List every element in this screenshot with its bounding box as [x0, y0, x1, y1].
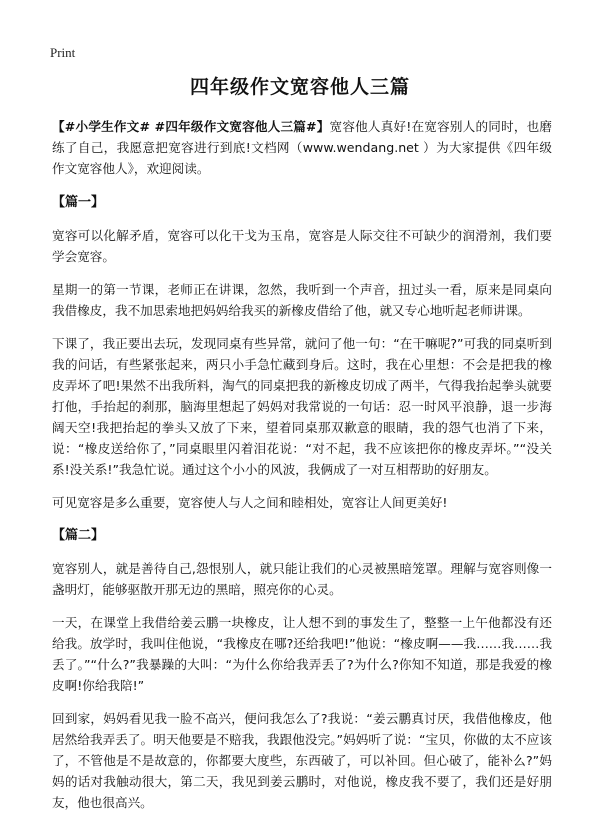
document-body [52, 116, 552, 825]
print-label[interactable]: Print [50, 45, 76, 60]
section-1 [52, 192, 552, 513]
section-2 [52, 525, 552, 813]
section-heading: 【篇二】 [52, 528, 105, 543]
section-paragraph: 回到家，妈妈看见我一脸不高兴，便问我怎么了?我说：“姜云鹏真讨厌，我借他橡皮，他居然给我弄丢了。明天他要是不赔我，我跟他没完。”妈妈听了说：“宝贝，你做的太不应该了，不管他是不是故意的，你都要大度些，东西破了，可以补回。但心破了，能补么?”妈妈的话对我触动很大，第二天，我见到姜云鹏时，对他说，橡皮我不要了，我们还是好朋友，他也很高兴。 [52, 711, 552, 810]
section-heading: 【篇一】 [52, 195, 105, 210]
section-paragraph: 宽容别人，就是善待自己,怨恨别人，就只能让我们的心灵被黑暗笼罩。理解与宽容则像一盏明灯，能够驱散开那无边的黑暗，照亮你的心灵。 [52, 561, 552, 597]
section-paragraph: 宽容可以化解矛盾，宽容可以化干戈为玉帛，宽容是人际交往不可缺少的润滑剂，我们要学会宽容。 [52, 228, 552, 264]
section-paragraph: 一天，在课堂上我借给姜云鹏一块橡皮，让人想不到的事发生了，整整一上午他都没有还给我。放学时，我叫住他说，“我橡皮在哪?还给我吧!”他说：“橡皮啊——我……我……我丢了。”“什么?”我暴躁的大叫：“为什么你给我弄丢了?为什么?你知不知道，那是我爱的橡皮啊!你给我陪!” [52, 615, 552, 693]
intro-text: 宽容他人真好!在宽容别人的同时，也磨练了自己，我愿意把宽容进行到底!文档网（www.wendang.net ）为大家提供《四年级作文宽容他人》，欢迎阅读。 [52, 119, 552, 176]
section-paragraph: 下课了，我正要出去玩，发现同桌有些异常，就问了他一句：“在干嘛呢?”可我的同桌听到我的问话，有些紧张起来，两只小手急忙藏到身后。这时，我在心里想：不会是把我的橡皮弄坏了吧!果然不出我所料，淘气的同桌把我的新橡皮切成了两半，气得我抬起拳头就要打他，手抬起的刹那，脑海里想起了妈妈对我常说的一句话：忍一时风平浪静，退一步海阔天空!我把抬起的拳头又放了下来，望着同桌那双歉意的眼睛，我的怨气也消了下来，说：“橡皮送给你了，”同桌眼里闪着泪花说：“对不起，我不应该把你的橡皮弄坏。”“没关系!没关系!”我急忙说。通过这个小小的风波，我俩成了一对互相帮助的好朋友。 [52, 336, 552, 477]
section-paragraph: 可见宽容是多么重要，宽容使人与人之间和睦相处，宽容让人间更美好! [52, 495, 448, 510]
intro-tags: 【#小学生作文# #四年级作文宽容他人三篇#】 [52, 119, 330, 134]
intro-paragraph [52, 116, 552, 179]
document-title: 四年级作文宽容他人三篇 [189, 76, 410, 98]
section-paragraph: 星期一的第一节课，老师正在讲课，忽然，我听到一个声音，扭过头一看，原来是同桌向我借橡皮，我不加思索地把妈妈给我买的新橡皮借给了他，就又专心地听起老师讲课。 [52, 282, 552, 318]
